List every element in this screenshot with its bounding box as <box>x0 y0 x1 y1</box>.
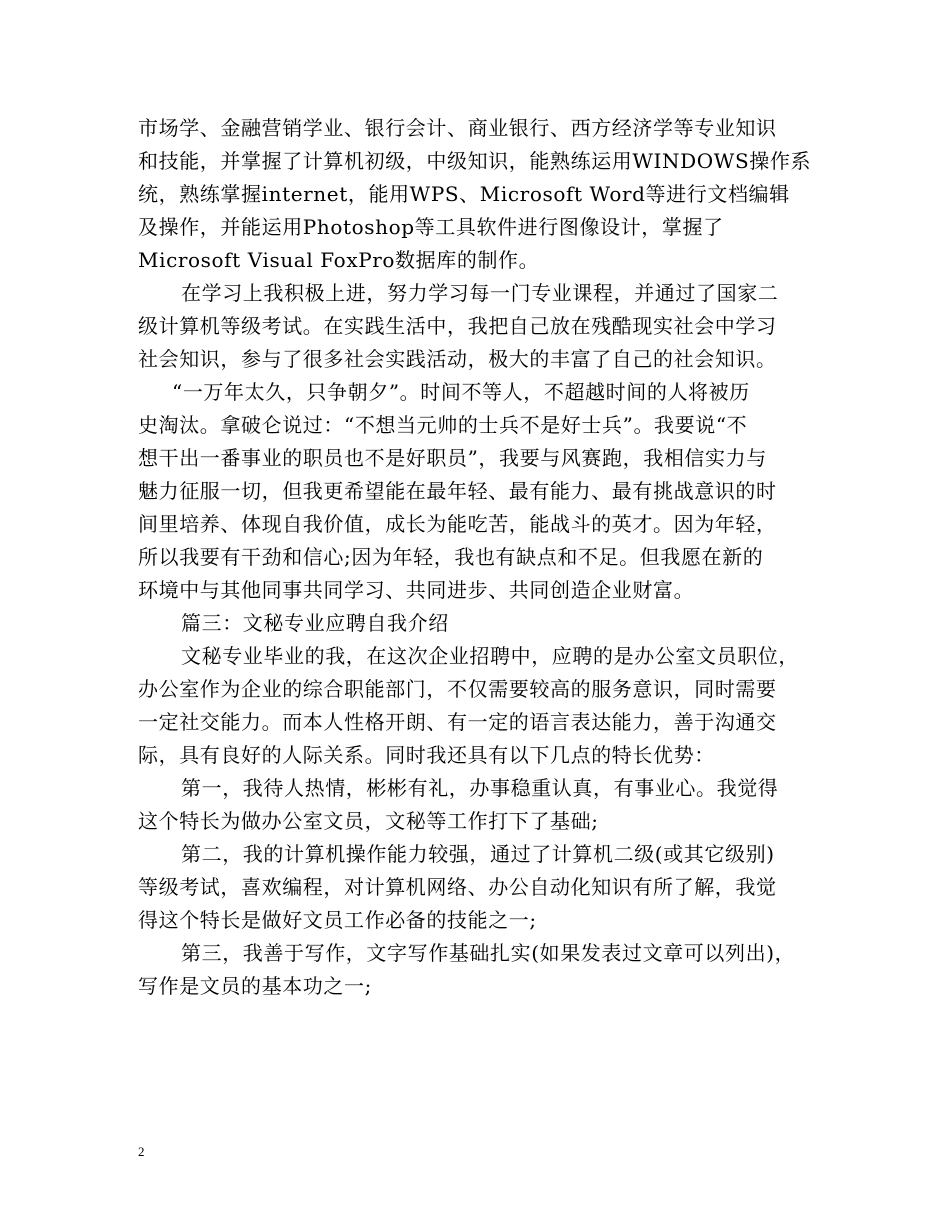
text-line: 和技能，并掌握了计算机初级，中级知识，能熟练运用WINDOWS操作系 <box>138 149 812 173</box>
text-line: 写作是文员的基本功之一; <box>138 974 372 998</box>
paragraph-first-line: 第三，我善于写作，文字写作基础扎实(如果发表过文章可以列出)， <box>181 941 796 965</box>
text-line: 际，具有良好的人际关系。同时我还具有以下几点的特长优势： <box>138 743 715 767</box>
text-line: 级计算机等级考试。在实践生活中，我把自己放在残酷现实社会中学习 <box>138 314 777 338</box>
text-line: 市场学、金融营销学业、银行会计、商业银行、西方经济学等专业知识 <box>138 116 777 140</box>
text-line: 间里培养、体现自我价值，成长为能吃苦，能战斗的英才。因为年轻， <box>138 512 777 536</box>
paragraph-first-line: 第二，我的计算机操作能力较强，通过了计算机二级(或其它级别) <box>181 842 775 866</box>
text-line: Microsoft Visual FoxPro数据库的制作。 <box>138 248 540 272</box>
text-line: 魅力征服一切，但我更希望能在最年轻、最有能力、最有挑战意识的时 <box>138 479 777 503</box>
text-line: 办公室作为企业的综合职能部门，不仅需要较高的服务意识，同时需要 <box>138 677 777 701</box>
text-line: 社会知识，参与了很多社会实践活动，极大的丰富了自己的社会知识。 <box>138 347 777 371</box>
text-line: 一定社交能力。而本人性格开朗、有一定的语言表达能力，善于沟通交 <box>138 710 777 734</box>
text-line: 统，熟练掌握internet，能用WPS、Microsoft Word等进行文档编辑 <box>138 182 790 206</box>
text-line: 这个特长为做办公室文员，文秘等工作打下了基础; <box>138 809 599 833</box>
text-line: 所以我要有干劲和信心;因为年轻，我也有缺点和不足。但我愿在新的 <box>138 545 764 569</box>
text-line: 得这个特长是做好文员工作必备的技能之一; <box>138 908 537 932</box>
text-line: 及操作，并能运用Photoshop等工具软件进行图像设计，掌握了 <box>138 215 724 239</box>
page-number: 2 <box>138 1144 145 1159</box>
text-line: 史淘汰。拿破仑说过：“不想当元帅的士兵不是好士兵”。我要说“不 <box>138 413 748 437</box>
text-line: 等级考试，喜欢编程，对计算机网络、办公自动化知识有所了解，我觉 <box>138 875 777 899</box>
paragraph-first-line: 文秘专业毕业的我，在这次企业招聘中，应聘的是办公室文员职位， <box>181 644 799 668</box>
paragraph-first-line: 第一，我待人热情，彬彬有礼，办事稳重认真，有事业心。我觉得 <box>181 776 779 800</box>
paragraph-first-line: 在学习上我积极上进，努力学习每一门专业课程，并通过了国家二 <box>181 281 779 305</box>
section-heading: 篇三：文秘专业应聘自我介绍 <box>181 611 449 635</box>
paragraph-first-line: “一万年太久，只争朝夕”。时间不等人，不超越时间的人将被历 <box>172 380 750 404</box>
text-line: 想干出一番事业的职员也不是好职员”，我要与风赛跑，我相信实力与 <box>138 446 767 470</box>
text-line: 环境中与其他同事共同学习、共同进步、共同创造企业财富。 <box>138 578 695 602</box>
